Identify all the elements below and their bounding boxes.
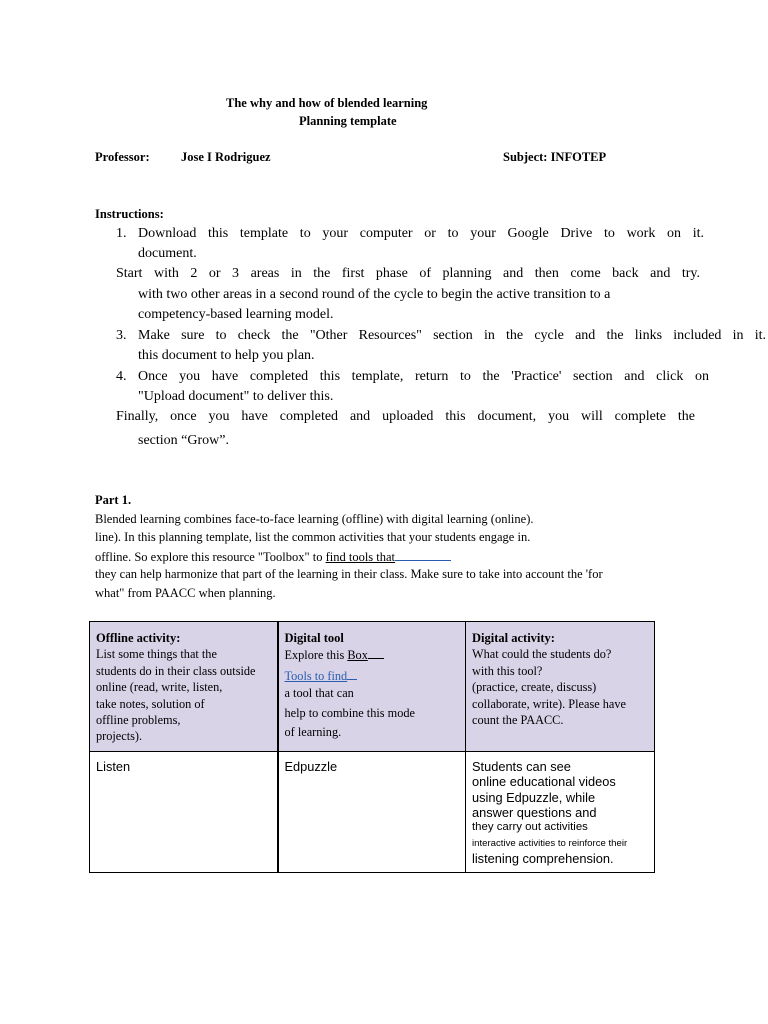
digital-tool-cell[interactable]: [278, 751, 466, 872]
digital-tool-header: [278, 622, 466, 752]
instruction-item-2: Start with 2 or 3 areas in the first phase of planning and then come back and try.: [116, 266, 700, 281]
instruction-item-4-number: 4.: [116, 369, 127, 384]
table-header-row: [90, 622, 655, 752]
digital-activity-line-1: Students can see: [472, 758, 571, 774]
explore-text: Explore this: [284, 648, 348, 663]
instruction-item-2-cont: with two other areas in a second round of the cycle to begin the active transition to a: [138, 287, 611, 302]
offline-activity-desc-4: take notes, solution of: [96, 696, 205, 711]
instruction-item-4-cont: "Upload document" to deliver this.: [138, 389, 334, 404]
offline-activity-desc-2: students do in their class outside: [96, 663, 256, 678]
find-tools-link[interactable]: find tools that: [325, 550, 396, 564]
part-1-line-5: what" from PAACC when planning.: [95, 586, 276, 600]
document-subtitle: Planning template: [299, 114, 397, 128]
digital-activity-header: [466, 622, 655, 752]
digital-tool-desc-2: help to combine this mode: [284, 705, 415, 720]
digital-activity-desc-1: What could the students do?: [472, 647, 612, 662]
offline-activity-heading: Offline activity:: [96, 631, 181, 645]
part-1-line-2: line). In this planning template, list the common activities that your students engage in.: [95, 530, 531, 544]
digital-activity-desc-2: with this tool?: [472, 663, 543, 678]
offline-activity-desc-6: projects).: [96, 729, 143, 744]
digital-activity-line-6: interactive activities to reinforce their: [472, 837, 628, 849]
digital-activity-line-7: listening comprehension.: [472, 850, 614, 866]
offline-activity-desc-5: offline problems,: [96, 713, 181, 728]
part-1-heading: Part 1.: [95, 493, 132, 507]
digital-activity-desc-4: collaborate, write). Please have: [472, 696, 626, 711]
planning-table: [89, 621, 655, 873]
instruction-item-4: Once you have completed this template, return to the 'Practice' section and click on: [138, 369, 709, 384]
instruction-item-1-number: 1.: [116, 226, 127, 241]
tools-link-underline: [347, 667, 357, 680]
link-underline: [395, 548, 451, 561]
instruction-item-5: Finally, once you have completed and uploaded this document, you will complete the: [116, 409, 695, 424]
offline-activity-cell[interactable]: [90, 751, 278, 872]
tools-to-find-link[interactable]: Tools to find: [284, 668, 348, 683]
digital-activity-line-4: answer questions and: [472, 805, 597, 821]
offline-activity-desc-1: List some things that the: [96, 647, 217, 662]
professor-name: Jose I Rodriguez: [181, 150, 271, 164]
instruction-item-1: Download this template to your computer or to your Google Drive to work on it.: [138, 226, 704, 241]
instructions-label: Instructions:: [95, 207, 164, 221]
instruction-item-3-number: 3.: [116, 328, 127, 343]
digital-activity-desc-5: count the PAACC.: [472, 713, 564, 728]
document-title: The why and how of blended learning: [226, 96, 428, 110]
part-1-line-3-text: offline. So explore this resource "Toolbox" to: [95, 550, 326, 564]
digital-activity-cell[interactable]: [466, 751, 655, 872]
professor-label: Professor:: [95, 150, 150, 164]
tools-link-line: [285, 667, 460, 684]
digital-activity-line-3: using Edpuzzle, while: [472, 789, 596, 805]
digital-activity-heading: Digital activity:: [472, 631, 555, 645]
digital-activity-line-2: online educational videos: [472, 774, 616, 790]
part-1-line-1: Blended learning combines face-to-face learning (offline) with digital learning (online).: [95, 512, 534, 526]
digital-tool-heading: Digital tool: [284, 631, 344, 645]
offline-activity-desc-3: online (read, write, listen,: [96, 680, 223, 695]
offline-activity-header: [90, 622, 278, 752]
part-1-line-3: [95, 548, 451, 565]
offline-activity-value: Listen: [96, 758, 131, 774]
box-underline: [368, 646, 384, 659]
digital-tool-desc-3: of learning.: [284, 725, 342, 740]
digital-tool-value: Edpuzzle: [284, 758, 338, 774]
instruction-item-5-cont: section “Grow”.: [138, 433, 229, 448]
digital-tool-desc-1: a tool that can: [284, 686, 354, 701]
box-link[interactable]: Box: [347, 648, 368, 663]
digital-activity-line-5: they carry out activities: [472, 821, 588, 834]
digital-activity-desc-3: (practice, create, discuss): [472, 680, 597, 695]
instruction-item-3-cont: this document to help you plan.: [138, 348, 315, 363]
part-1-line-4: they can help harmonize that part of the learning in their class. Make sure to take into account the 'for: [95, 567, 603, 581]
subject-label: Subject: INFOTEP: [503, 150, 607, 164]
instruction-item-2-cont2: competency-based learning model.: [138, 307, 334, 322]
table-row: [90, 751, 655, 872]
instruction-item-3: Make sure to check the "Other Resources" section in the cycle and the links included in it.: [138, 328, 766, 343]
digital-tool-explore: [285, 646, 460, 663]
instruction-item-1-cont: document.: [138, 246, 197, 261]
